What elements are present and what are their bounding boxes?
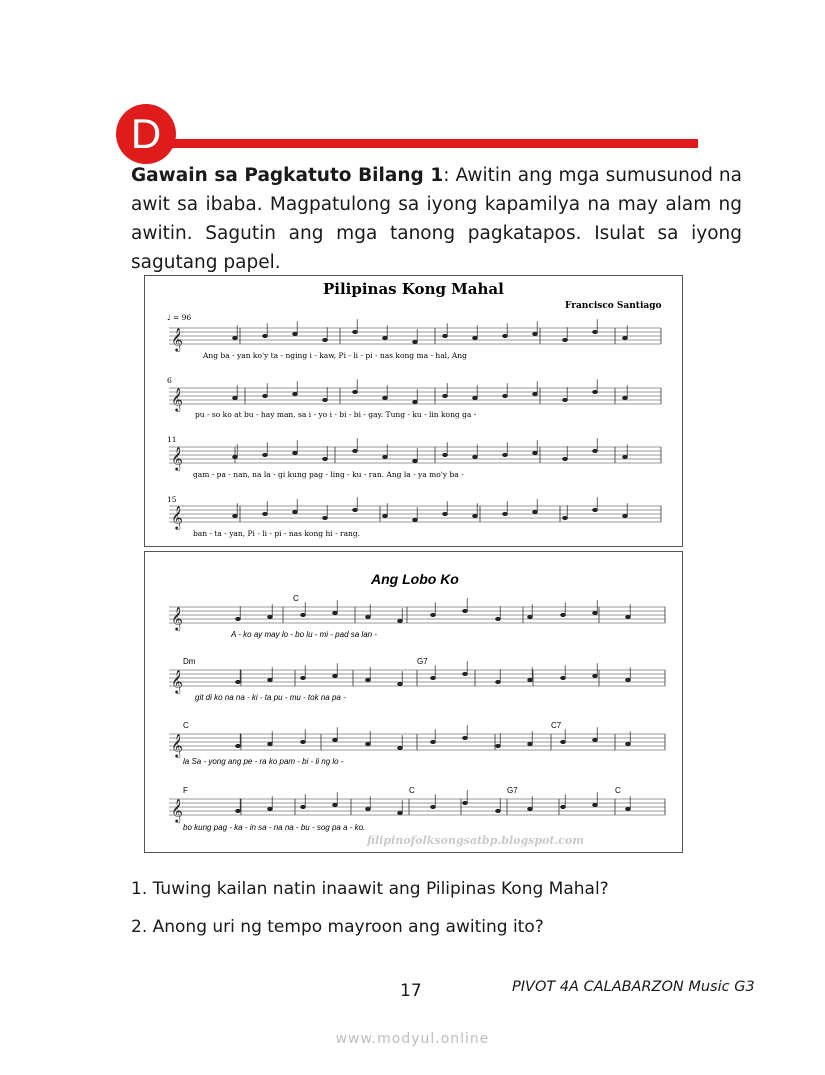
song2-staff-4 xyxy=(169,790,665,823)
song2-staff-1 xyxy=(169,598,665,631)
song1-tempo: ♩ = 96 xyxy=(167,313,192,322)
song1-lyric-line-2: pu - so ko at bu - hay man, sa i - yo i - bi - bi - gay. Tung - ku - lin kong ga - xyxy=(195,410,477,419)
chord-label: C7 xyxy=(551,721,562,730)
site-watermark: www.modyul.online xyxy=(335,1031,490,1047)
song1-title: Pilipinas Kong Mahal xyxy=(323,280,504,298)
song2-lyric-line-1: A - ko ay may lo - bo lu - mi - pad sa lan - xyxy=(231,630,377,639)
svg-text:𝄞: 𝄞 xyxy=(171,446,183,470)
sheet-music-pilipinas-kong-mahal xyxy=(144,275,683,547)
song1-lyric-line-3: gam - pa - nan, na la - gi kung pag - ling - ku - ran. Ang la - ya mo'y ba - xyxy=(193,470,464,479)
chord-label: C xyxy=(293,594,299,603)
svg-text:𝄞: 𝄞 xyxy=(171,798,183,822)
svg-text:𝄞: 𝄞 xyxy=(171,733,183,757)
song1-measure-number-11: 11 xyxy=(167,435,177,444)
svg-text:𝄞: 𝄞 xyxy=(171,606,183,630)
chord-label: C xyxy=(615,786,621,795)
song2-lyric-line-2: git di ko na na - ki - ta pu - mu - tok na pa - xyxy=(195,693,346,702)
song1-composer: Francisco Santiago xyxy=(565,301,662,311)
chord-label: C xyxy=(183,721,189,730)
song1-staff-2 xyxy=(169,379,661,412)
score-pilipinas xyxy=(145,276,682,546)
song2-lyric-line-3: la Sa - yong ang pe - ra ko pam - bi - li ng lo - xyxy=(183,757,344,766)
sheet-music-ang-lobo-ko xyxy=(144,551,683,853)
question-1: 1. Tuwing kailan natin inaawit ang Pilipinas Kong Mahal? xyxy=(131,879,609,899)
chord-label: Dm xyxy=(183,657,196,666)
svg-text:𝄞: 𝄞 xyxy=(171,387,183,411)
section-letter-badge: D xyxy=(116,104,176,164)
song2-staff-2 xyxy=(169,661,665,694)
section-divider xyxy=(168,139,698,148)
activity-instructions xyxy=(131,161,742,277)
chord-label: G7 xyxy=(417,657,428,666)
score-lobo xyxy=(145,552,682,852)
song2-blog-watermark: filipinofolksongsatbp.blogspot.com xyxy=(367,834,584,847)
song2-title: Ang Lobo Ko xyxy=(371,571,459,587)
song1-measure-number-6: 6 xyxy=(167,376,172,385)
activity-title: Gawain sa Pagkatuto Bilang 1 xyxy=(131,165,444,186)
activity-text: : Awitin ang mga sumusunod na awit sa ibaba. Magpatulong sa iyong kapamilya na may alam ng awitin. Sagutin ang mga tanong pagkatapos. Isulat sa iyong sagutang papel. xyxy=(131,165,742,273)
song1-staff-1 xyxy=(169,319,661,352)
song2-lyric-line-4: bo kung pag - ka - in sa - na na - bu - sog pa a - ko. xyxy=(183,823,366,832)
song1-staff-4 xyxy=(169,497,661,530)
song1-measure-number-15: 15 xyxy=(167,495,177,504)
song1-staff-3 xyxy=(169,438,661,471)
page-number: 17 xyxy=(400,981,422,1001)
song2-staff-3 xyxy=(169,725,665,758)
chord-label: G7 xyxy=(507,786,518,795)
chord-label: F xyxy=(183,786,188,795)
song1-lyric-line-1: Ang ba - yan ko'y ta - nging i - kaw, Pi - li - pi - nas kong ma - hal, Ang xyxy=(203,351,467,360)
svg-text:𝄞: 𝄞 xyxy=(171,669,183,693)
chord-label: C xyxy=(409,786,415,795)
question-2: 2. Anong uri ng tempo mayroon ang awiting ito? xyxy=(131,917,544,937)
svg-text:𝄞: 𝄞 xyxy=(171,327,183,351)
svg-text:𝄞: 𝄞 xyxy=(171,505,183,529)
footer-series: PIVOT 4A CALABARZON Music G3 xyxy=(512,979,755,995)
song1-lyric-line-4: ban - ta - yan, Pi - li - pi - nas kong hi - rang. xyxy=(193,529,361,538)
